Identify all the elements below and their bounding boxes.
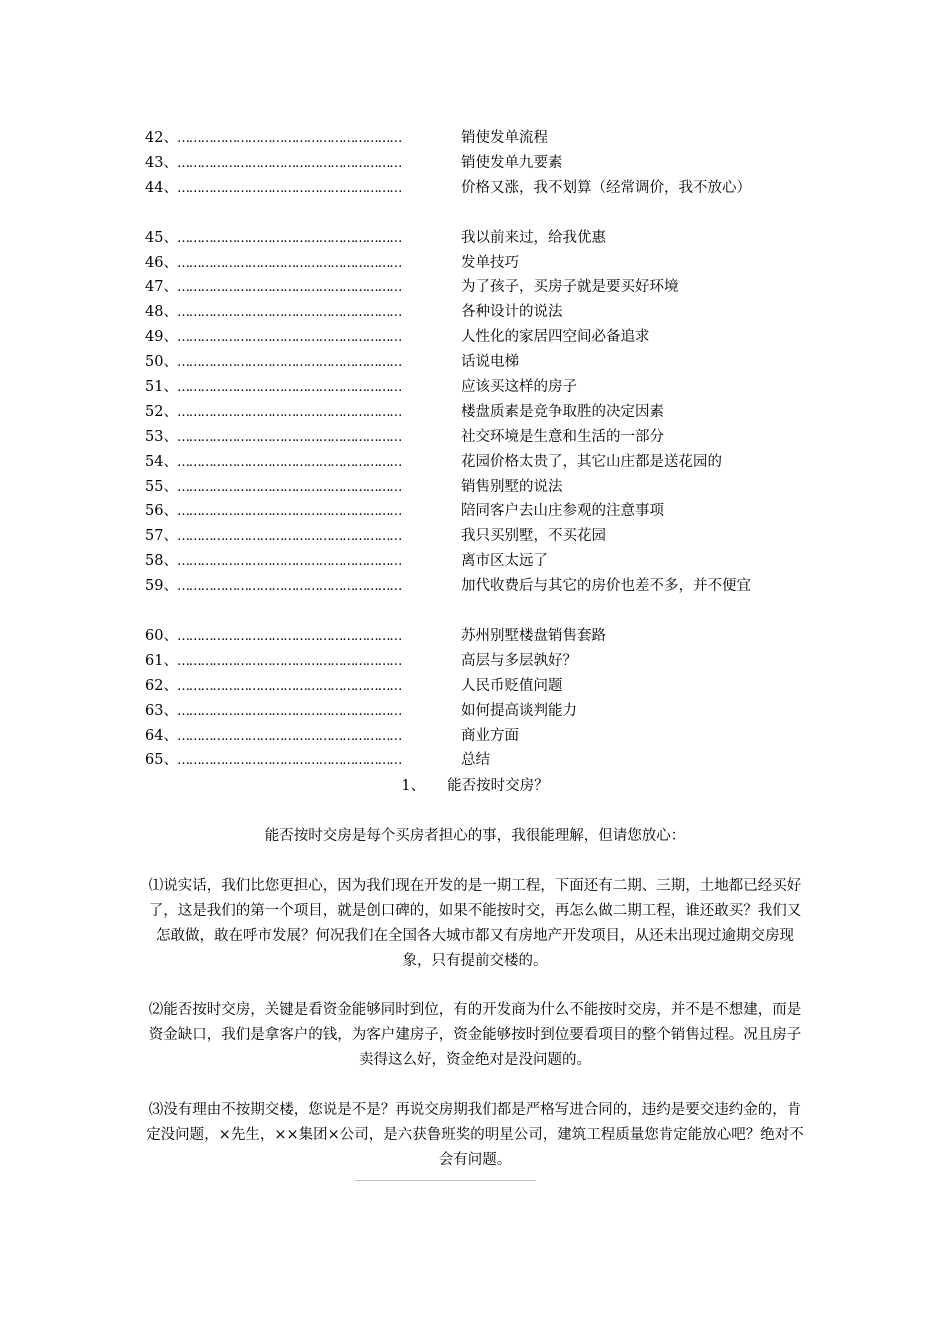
toc-leader: …………………………………………………: [177, 429, 402, 445]
toc-title: 价格又涨，我不划算（经常调价，我不放心）: [461, 179, 751, 196]
toc-leader: …………………………………………………: [177, 330, 402, 346]
toc-leader: …………………………………………………: [177, 653, 402, 669]
toc-number: 65、: [145, 752, 178, 769]
toc-leader: …………………………………………………: [177, 629, 402, 645]
toc-number: 46、: [145, 254, 178, 271]
toc-number: 58、: [145, 553, 178, 570]
point-paragraph-1: ⑴说实话，我们比您更担心，因为我们现在开发的是一期工程，下面还有二期、三期，土地都已经买好了，这是我们的第一个项目，就是创口碑的，如果不能按时交，再怎么做二期工程，谁还敢买？我们又怎敢做，敢在呼市发展？何况我们在全国各大城市都又有房地产开发项目，从还未出现过逾期交房现象，只有提前交楼的。: [148, 878, 802, 969]
toc-leader: …………………………………………………: [177, 355, 402, 371]
toc-leader: …………………………………………………: [177, 404, 402, 420]
toc-title: 话说电梯: [461, 354, 519, 371]
toc-title: 发单技巧: [461, 254, 519, 271]
toc-leader: …………………………………………………: [177, 479, 402, 495]
toc-row: [145, 176, 825, 201]
toc-number: 50、: [145, 354, 178, 371]
toc-row: [145, 300, 825, 325]
toc-row: [145, 425, 825, 450]
section-heading: [0, 774, 950, 798]
toc-leader: …………………………………………………: [177, 678, 402, 694]
toc-row: [145, 126, 825, 151]
point-paragraph-3: ⑶没有理由不按期交楼，您说是不是？再说交房期我们都是严格写进合同的，违约是要交违约金的，肯定没问题，×先生，××集团×公司，是六获鲁班奖的明星公司，建筑工程质量您肯定能放心吧？绝对不会有问题。: [146, 1102, 804, 1168]
toc-number: 61、: [145, 652, 178, 669]
toc-row: [145, 748, 825, 773]
toc-row: [145, 574, 825, 599]
toc-number: 48、: [145, 304, 178, 321]
toc-title: 花园价格太贵了，其它山庄都是送花园的: [461, 453, 722, 470]
toc-leader: …………………………………………………: [177, 155, 402, 171]
toc-row: [145, 499, 825, 524]
toc-number: 52、: [145, 403, 178, 420]
toc-leader: …………………………………………………: [177, 703, 402, 719]
toc-number: 47、: [145, 279, 178, 296]
toc-leader: …………………………………………………: [177, 554, 402, 570]
toc-leader: …………………………………………………: [177, 454, 402, 470]
toc-title: 离市区太远了: [461, 553, 548, 570]
toc-leader: …………………………………………………: [177, 305, 402, 321]
toc-row: [145, 649, 825, 674]
toc-leader: …………………………………………………: [177, 255, 402, 271]
divider-line: ______________________________: [355, 1170, 536, 1181]
toc-row: [145, 251, 825, 276]
toc-number: 60、: [145, 628, 178, 645]
point-paragraph-2: ⑵能否按时交房，关键是看资金能够同时到位，有的开发商为什么不能按时交房，并不是不想建，而是资金缺口，我们是拿客户的钱，为客户建房子，资金能够按时到位要看项目的整个销售过程。况且房子卖得这么好，资金绝对是没问题的。: [148, 1002, 802, 1068]
toc-row: [145, 325, 825, 350]
toc-number: 56、: [145, 503, 178, 520]
toc-number: 62、: [145, 677, 178, 694]
toc-number: 64、: [145, 727, 178, 744]
toc-title: 为了孩子，买房子就是要买好环境: [461, 279, 679, 296]
toc-number: 49、: [145, 329, 178, 346]
toc-number: 44、: [145, 179, 178, 196]
toc-title: 苏州别墅楼盘销售套路: [461, 628, 606, 645]
toc-row: [145, 724, 825, 749]
toc-number: 43、: [145, 154, 178, 171]
toc-row: [145, 624, 825, 649]
toc-row: [145, 674, 825, 699]
toc-leader: …………………………………………………: [177, 131, 402, 146]
toc-row: [145, 524, 825, 549]
toc-row: [145, 450, 825, 475]
toc-number: 54、: [145, 453, 178, 470]
toc-title: 应该买这样的房子: [461, 379, 577, 396]
toc-leader: …………………………………………………: [177, 380, 402, 396]
toc-leader: …………………………………………………: [177, 579, 402, 595]
toc-leader: …………………………………………………: [177, 230, 402, 246]
toc-row: [145, 350, 825, 375]
toc-title: 社交环境是生意和生活的一部分: [461, 428, 664, 445]
toc-title: 商业方面: [461, 727, 519, 744]
toc-leader: …………………………………………………: [177, 728, 402, 744]
toc-title: 销使发单九要素: [461, 154, 563, 171]
toc-leader: …………………………………………………: [177, 529, 402, 545]
toc-number: 53、: [145, 428, 178, 445]
toc-title: 人民币贬值问题: [461, 677, 563, 694]
section-number: 1、: [401, 778, 426, 794]
toc-leader: …………………………………………………: [177, 280, 402, 296]
toc-title: 销售别墅的说法: [461, 478, 563, 495]
toc-row: [145, 475, 825, 500]
toc-row: [145, 549, 825, 574]
toc-title: 我以前来过，给我优惠: [461, 229, 606, 246]
toc-title: 楼盘质素是竞争取胜的决定因素: [461, 403, 664, 420]
section-title: 能否按时交房？: [447, 778, 549, 794]
toc-row: [145, 275, 825, 300]
toc-number: 55、: [145, 478, 178, 495]
toc-title: 总结: [461, 752, 490, 769]
toc-title: 高层与多层孰好？: [461, 652, 577, 669]
toc-title: 各种设计的说法: [461, 304, 563, 321]
toc-number: 45、: [145, 229, 178, 246]
intro-paragraph: 能否按时交房是每个买房者担心的事，我很能理解，但请您放心：: [264, 828, 686, 844]
toc-number: 42、: [145, 130, 178, 146]
table-of-contents: [145, 126, 825, 773]
toc-number: 51、: [145, 379, 178, 396]
toc-row: [145, 400, 825, 425]
toc-number: 59、: [145, 578, 178, 595]
toc-leader: …………………………………………………: [177, 753, 402, 769]
toc-row: [145, 226, 825, 251]
toc-leader: …………………………………………………: [177, 504, 402, 520]
toc-leader: …………………………………………………: [177, 180, 402, 196]
toc-title: 如何提高谈判能力: [461, 702, 577, 719]
toc-number: 63、: [145, 702, 178, 719]
toc-row: [145, 699, 825, 724]
toc-number: 57、: [145, 528, 178, 545]
toc-row: [145, 151, 825, 176]
toc-title: 陪同客户去山庄参观的注意事项: [461, 503, 664, 520]
toc-title: 人性化的家居四空间必备追求: [461, 329, 650, 346]
toc-title: 我只买别墅，不买花园: [461, 528, 606, 545]
toc-title: 销使发单流程: [461, 130, 548, 146]
toc-title: 加代收费后与其它的房价也差不多，并不便宜: [461, 578, 751, 595]
toc-row: [145, 375, 825, 400]
